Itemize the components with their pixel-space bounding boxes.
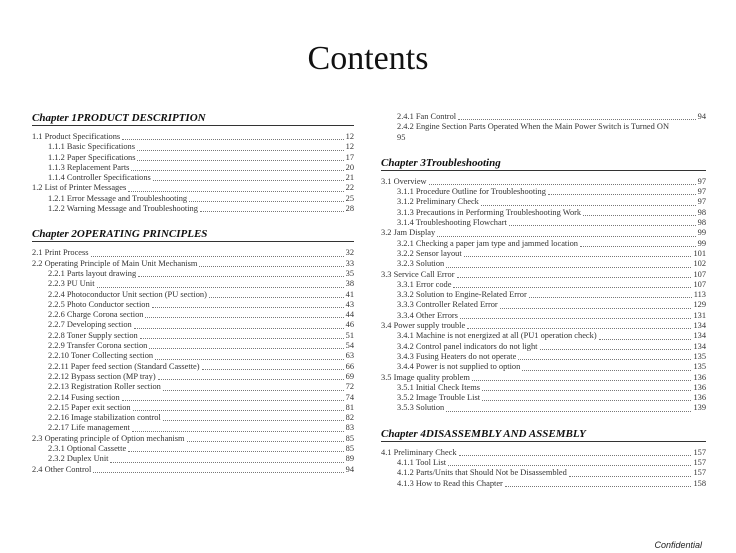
dot-leader [467, 328, 691, 329]
toc-entry-label: 2.2.13 Registration Roller section [48, 382, 161, 392]
toc-entry[interactable] [381, 383, 706, 393]
toc-entry[interactable] [32, 142, 354, 152]
toc-entry-label: 2.2.17 Life management [48, 423, 130, 433]
toc-entry-label: 3.1 Overview [381, 176, 427, 186]
toc-right-column [381, 112, 706, 489]
toc-entry[interactable] [381, 373, 706, 383]
dot-leader [128, 191, 343, 192]
toc-entry[interactable] [381, 458, 706, 468]
toc-entry-page-continued: 95 [397, 132, 406, 142]
toc-entry[interactable] [32, 351, 354, 361]
toc-entry-label: 3.2.2 Sensor layout [397, 248, 462, 258]
toc-entry-label: 2.2.7 Developing section [48, 320, 132, 330]
dot-leader [458, 119, 696, 120]
dot-leader [446, 267, 691, 268]
toc-entry-page: 63 [345, 351, 354, 361]
toc-entry-page: 136 [693, 382, 706, 392]
dot-leader [200, 211, 344, 212]
toc-entry-label: 2.2 Operating Principle of Main Unit Mechanism [32, 258, 198, 268]
dot-leader [140, 338, 344, 339]
dot-leader [569, 476, 692, 477]
toc-entry-label: 1.1.1 Basic Specifications [48, 142, 135, 152]
toc-entry[interactable] [381, 249, 706, 259]
toc-entry-page: 12 [345, 132, 354, 141]
dot-leader [137, 150, 344, 151]
toc-entry[interactable] [32, 444, 354, 454]
toc-entry[interactable] [32, 290, 354, 300]
toc-entry[interactable] [32, 413, 354, 423]
dot-leader [505, 486, 692, 487]
toc-entry-label: 3.5.2 Image Trouble List [397, 393, 481, 403]
toc-entry-page: 72 [345, 382, 354, 392]
toc-entry-page: 134 [693, 321, 706, 331]
toc-entry-label: 1.1.4 Controller Specifications [48, 173, 151, 183]
dot-leader [93, 472, 343, 473]
toc-entry-label: 1.1 Product Specifications [32, 132, 121, 141]
toc-entry[interactable] [381, 197, 706, 207]
toc-entry-label: 1.2 List of Printer Messages [32, 183, 127, 193]
dot-leader [583, 215, 696, 216]
toc-entry[interactable] [32, 153, 354, 163]
toc-entry-label: 2.2.4 Photoconductor Unit section (PU section) [48, 289, 207, 299]
toc-entry-label: 2.2.16 Image stabilization control [48, 413, 161, 423]
dot-leader [518, 359, 691, 360]
toc-entry-page: 44 [345, 310, 354, 320]
dot-leader [437, 236, 695, 237]
toc-entry[interactable] [32, 465, 354, 475]
toc-entry-label: 2.2.15 Paper exit section [48, 402, 131, 412]
toc-entry[interactable] [32, 204, 354, 214]
toc-entry-page: 139 [693, 403, 706, 413]
chapter-heading: Chapter 1PRODUCT DESCRIPTION [32, 112, 354, 126]
toc-entry[interactable] [32, 248, 354, 258]
dot-leader [500, 308, 692, 309]
dot-leader [199, 266, 343, 267]
toc-entry-label: 2.4 Other Control [32, 464, 92, 474]
toc-entry-label: 2.2.14 Fusing section [48, 392, 120, 402]
toc-entry-label: 2.2.10 Toner Collecting section [48, 351, 154, 361]
toc-entry-page: 102 [693, 259, 706, 269]
dot-leader [460, 318, 692, 319]
toc-entry-label: 3.5.3 Solution [397, 403, 445, 413]
toc-entry-label: 3.5.1 Initial Check Items [397, 382, 481, 392]
chapter-gap [32, 214, 354, 228]
dot-leader [132, 431, 344, 432]
toc-entry-page: 98 [697, 207, 706, 217]
toc-entry[interactable] [381, 112, 706, 122]
dot-leader [122, 400, 344, 401]
toc-entry-page: 97 [697, 176, 706, 186]
toc-entry[interactable] [32, 341, 354, 351]
toc-entry-label: 2.2.1 Parts layout drawing [48, 268, 137, 278]
toc-entry-page: 99 [697, 228, 706, 238]
toc-entry-page: 157 [693, 447, 706, 457]
dot-leader [137, 160, 343, 161]
dot-leader [459, 455, 692, 456]
toc-entry[interactable] [32, 423, 354, 433]
toc-entry[interactable] [32, 183, 354, 193]
toc-entry[interactable] [32, 259, 354, 269]
dot-leader [481, 205, 696, 206]
toc-entry-page: 22 [345, 183, 354, 193]
toc-entry-label: 2.2.3 PU Unit [48, 279, 95, 289]
dot-leader [548, 194, 696, 195]
toc-entry-label: 3.3.4 Other Errors [397, 310, 458, 320]
toc-left-column [32, 112, 354, 475]
toc-entry-label: 3.4.3 Fusing Heaters do not operate [397, 351, 517, 361]
toc-entry[interactable] [381, 228, 706, 238]
toc-entry-label: 1.2.1 Error Message and Troubleshooting [48, 193, 188, 203]
toc-entry-page: 66 [345, 361, 354, 371]
toc-entry-label: 1.1.2 Paper Specifications [48, 152, 136, 162]
toc-entry-label: 3.4.1 Machine is not energized at all (PU1 operation check) [397, 331, 597, 341]
toc-entry-page: 134 [693, 331, 706, 341]
toc-entry-label: 3.3 Service Call Error [381, 269, 455, 279]
toc-entry-page: 32 [345, 248, 354, 258]
toc-entry-page: 94 [345, 464, 354, 474]
dot-leader [153, 180, 344, 181]
toc-entry-label: 3.1.4 Troubleshooting Flowchart [397, 218, 507, 228]
dot-leader [122, 139, 343, 140]
toc-entry-label: 2.4.1 Fan Control [397, 112, 457, 121]
toc-entry[interactable] [381, 403, 706, 413]
dot-leader [163, 390, 344, 391]
toc-entry-page: 74 [345, 392, 354, 402]
toc-entry-page: 97 [697, 187, 706, 197]
toc-entry-page: 99 [697, 238, 706, 248]
toc-entry-label: 3.1.1 Procedure Outline for Troubleshooting [397, 187, 546, 197]
toc-entry[interactable] [32, 194, 354, 204]
toc-entry[interactable] [381, 239, 706, 249]
toc-entry[interactable] [381, 331, 706, 341]
toc-entry[interactable] [32, 331, 354, 341]
toc-entry-page: 82 [345, 413, 354, 423]
toc-entry[interactable] [32, 300, 354, 310]
toc-entry[interactable] [381, 218, 706, 228]
toc-entry[interactable] [32, 269, 354, 279]
toc-entry-page: 54 [345, 341, 354, 351]
dot-leader [446, 411, 691, 412]
chapter-heading: Chapter 2OPERATING PRINCIPLES [32, 228, 354, 242]
toc-entry[interactable] [32, 310, 354, 320]
toc-entry[interactable] [32, 279, 354, 289]
chapter-heading: Chapter 4DISASSEMBLY AND ASSEMBLY [381, 428, 706, 442]
dot-leader [529, 297, 692, 298]
dot-leader [133, 410, 344, 411]
toc-entry-label: 3.2.1 Checking a paper jam type and jammed location [397, 238, 578, 248]
toc-entry-page: 157 [693, 468, 706, 478]
dot-leader [97, 287, 344, 288]
toc-entry-page: 89 [345, 454, 354, 464]
toc-entry-label: 3.3.2 Solution to Engine-Related Error [397, 290, 527, 300]
dot-leader [145, 317, 343, 318]
toc-entry-label: 2.2.5 Photo Conductor section [48, 299, 150, 309]
toc-entry[interactable] [381, 468, 706, 478]
dot-leader [149, 348, 343, 349]
toc-entry-page: 136 [693, 393, 706, 403]
toc-entry-label: 2.1 Print Process [32, 248, 89, 258]
toc-entry-label: 2.3 Operating principle of Option mechanism [32, 433, 185, 443]
toc-entry-label: 3.2 Jam Display [381, 228, 436, 238]
dot-leader [457, 277, 692, 278]
toc-entry[interactable] [32, 372, 354, 382]
toc-entry-page: 46 [345, 320, 354, 330]
dot-leader [187, 441, 344, 442]
dot-leader [509, 225, 696, 226]
toc-entry-page: 25 [345, 193, 354, 203]
toc-entry-label: 2.3.1 Optional Cassette [48, 444, 127, 454]
toc-entry-label: 2.2.9 Transfer Corona section [48, 341, 148, 351]
toc-entry-page: 81 [345, 402, 354, 412]
toc-entry-label: 3.4.4 Power is not supplied to option [397, 362, 521, 372]
dot-leader [209, 297, 344, 298]
toc-entry-label: 3.4.2 Control panel indicators do not light [397, 341, 538, 351]
toc-entry[interactable] [381, 448, 706, 458]
toc-entry-label: 2.2.12 Bypass section (MP tray) [48, 371, 156, 381]
dot-leader [472, 380, 692, 381]
toc-entry-page: 20 [345, 162, 354, 172]
dot-leader [189, 201, 344, 202]
dot-leader [131, 170, 343, 171]
toc-entry-label: 1.2.2 Warning Message and Troubleshooting [48, 204, 198, 214]
toc-entry[interactable] [32, 382, 354, 392]
dot-leader [134, 328, 344, 329]
toc-entry-label: 3.4 Power supply trouble [381, 321, 466, 331]
toc-entry[interactable] [32, 403, 354, 413]
toc-entry-page: 41 [345, 289, 354, 299]
dot-leader [453, 287, 691, 288]
toc-entry-page: 21 [345, 173, 354, 183]
toc-entry[interactable] [381, 187, 706, 197]
chapter-heading: Chapter 3Troubleshooting [381, 157, 706, 171]
toc-entry-label: 4.1.2 Parts/Units that Should Not be Disassembled [397, 468, 567, 478]
toc-entry-label: 1.1.3 Replacement Parts [48, 162, 130, 172]
chapter-gap [381, 414, 706, 428]
dot-leader [110, 462, 343, 463]
dot-leader [155, 359, 344, 360]
confidential-footer: Confidential [654, 540, 702, 550]
dot-leader [163, 420, 344, 421]
toc-entry[interactable] [381, 280, 706, 290]
toc-entry-label: 2.2.8 Toner Supply section [48, 330, 138, 340]
toc-entry-page: 12 [345, 142, 354, 152]
dot-leader [158, 379, 344, 380]
toc-entry[interactable] [381, 321, 706, 331]
toc-entry-label: 4.1.1 Tool List [397, 458, 447, 468]
toc-entry-label: 3.3.3 Controller Related Error [397, 300, 498, 310]
toc-entry-page: 107 [693, 269, 706, 279]
toc-entry-label: 4.1 Preliminary Check [381, 447, 457, 457]
toc-entry[interactable] [381, 208, 706, 218]
toc-entry[interactable] [32, 173, 354, 183]
toc-entry-label: 3.1.2 Preliminary Check [397, 197, 479, 207]
chapter-gap [381, 143, 706, 157]
toc-entry-page: 28 [345, 204, 354, 214]
dot-leader [482, 390, 691, 391]
toc-entry[interactable] [32, 454, 354, 464]
toc-entry-page: 17 [345, 152, 354, 162]
dot-leader [448, 465, 691, 466]
toc-entry[interactable] [381, 352, 706, 362]
toc-entry-label: 3.3.1 Error code [397, 279, 452, 289]
toc-entry[interactable] [381, 362, 706, 372]
toc-entry-label: 3.2.3 Solution [397, 259, 445, 269]
toc-entry-page: 51 [345, 330, 354, 340]
toc-entry[interactable] [381, 290, 706, 300]
toc-entry[interactable] [381, 342, 706, 352]
toc-entry[interactable] [381, 177, 706, 187]
dot-leader [429, 184, 696, 185]
toc-entry[interactable] [32, 320, 354, 330]
toc-entry[interactable] [381, 311, 706, 321]
dot-leader [599, 339, 692, 340]
toc-entry-page: 33 [345, 258, 354, 268]
dot-leader [540, 349, 692, 350]
toc-entry-page: 98 [697, 218, 706, 228]
dot-leader [138, 276, 343, 277]
toc-entry-page: 35 [345, 268, 354, 278]
toc-entry-label: 2.3.2 Duplex Unit [48, 454, 109, 464]
toc-entry-page: 113 [693, 290, 706, 300]
toc-entry-page: 97 [697, 197, 706, 207]
toc-entry-label: 3.5 Image quality problem [381, 372, 470, 382]
dot-leader [580, 246, 696, 247]
toc-entry-page: 158 [693, 478, 706, 488]
toc-entry-label: 2.2.11 Paper feed section (Standard Cassette) [48, 361, 200, 371]
toc-entry-page: 107 [693, 279, 706, 289]
toc-entry-page: 134 [693, 341, 706, 351]
dot-leader [522, 370, 691, 371]
toc-entry-page: 136 [693, 372, 706, 382]
toc-entry-page: 43 [345, 299, 354, 309]
dot-leader [464, 256, 692, 257]
dot-leader [482, 400, 691, 401]
toc-entry[interactable] [381, 122, 706, 132]
toc-entry[interactable] [381, 259, 706, 269]
toc-entry-page: 69 [345, 371, 354, 381]
toc-entry-page: 101 [693, 248, 706, 258]
toc-entry[interactable] [32, 163, 354, 173]
dot-leader [202, 369, 344, 370]
toc-entry-label: 2.4.2 Engine Section Parts Operated When the Main Power Switch is Turned ON [397, 122, 669, 132]
toc-entry-page: 85 [345, 433, 354, 443]
toc-entry-page: 85 [345, 444, 354, 454]
toc-entry-page: 38 [345, 279, 354, 289]
dot-leader [152, 307, 344, 308]
toc-entry-label: 2.2.6 Charge Corona section [48, 310, 144, 320]
dot-leader [91, 256, 344, 257]
toc-entry[interactable] [32, 132, 354, 142]
page-title: Contents [307, 40, 429, 77]
toc-entry-page: 83 [345, 423, 354, 433]
toc-entry-label: 3.1.3 Precautions in Performing Troubleshooting Work [397, 207, 582, 217]
toc-entry-label: 4.1.3 How to Read this Chapter [397, 478, 503, 488]
toc-entry[interactable] [381, 479, 706, 489]
toc-entry-page: 129 [693, 300, 706, 310]
toc-entry[interactable] [381, 270, 706, 280]
toc-entry[interactable] [32, 393, 354, 403]
toc-entry-page: 94 [697, 112, 706, 121]
toc-entry-page: 135 [693, 351, 706, 361]
toc-entry-page: 131 [693, 310, 706, 320]
toc-entry[interactable] [381, 300, 706, 310]
toc-entry[interactable] [32, 362, 354, 372]
toc-entry-page: 135 [693, 362, 706, 372]
toc-entry[interactable] [381, 393, 706, 403]
toc-entry-page: 157 [693, 458, 706, 468]
dot-leader [128, 451, 343, 452]
toc-entry[interactable] [32, 434, 354, 444]
